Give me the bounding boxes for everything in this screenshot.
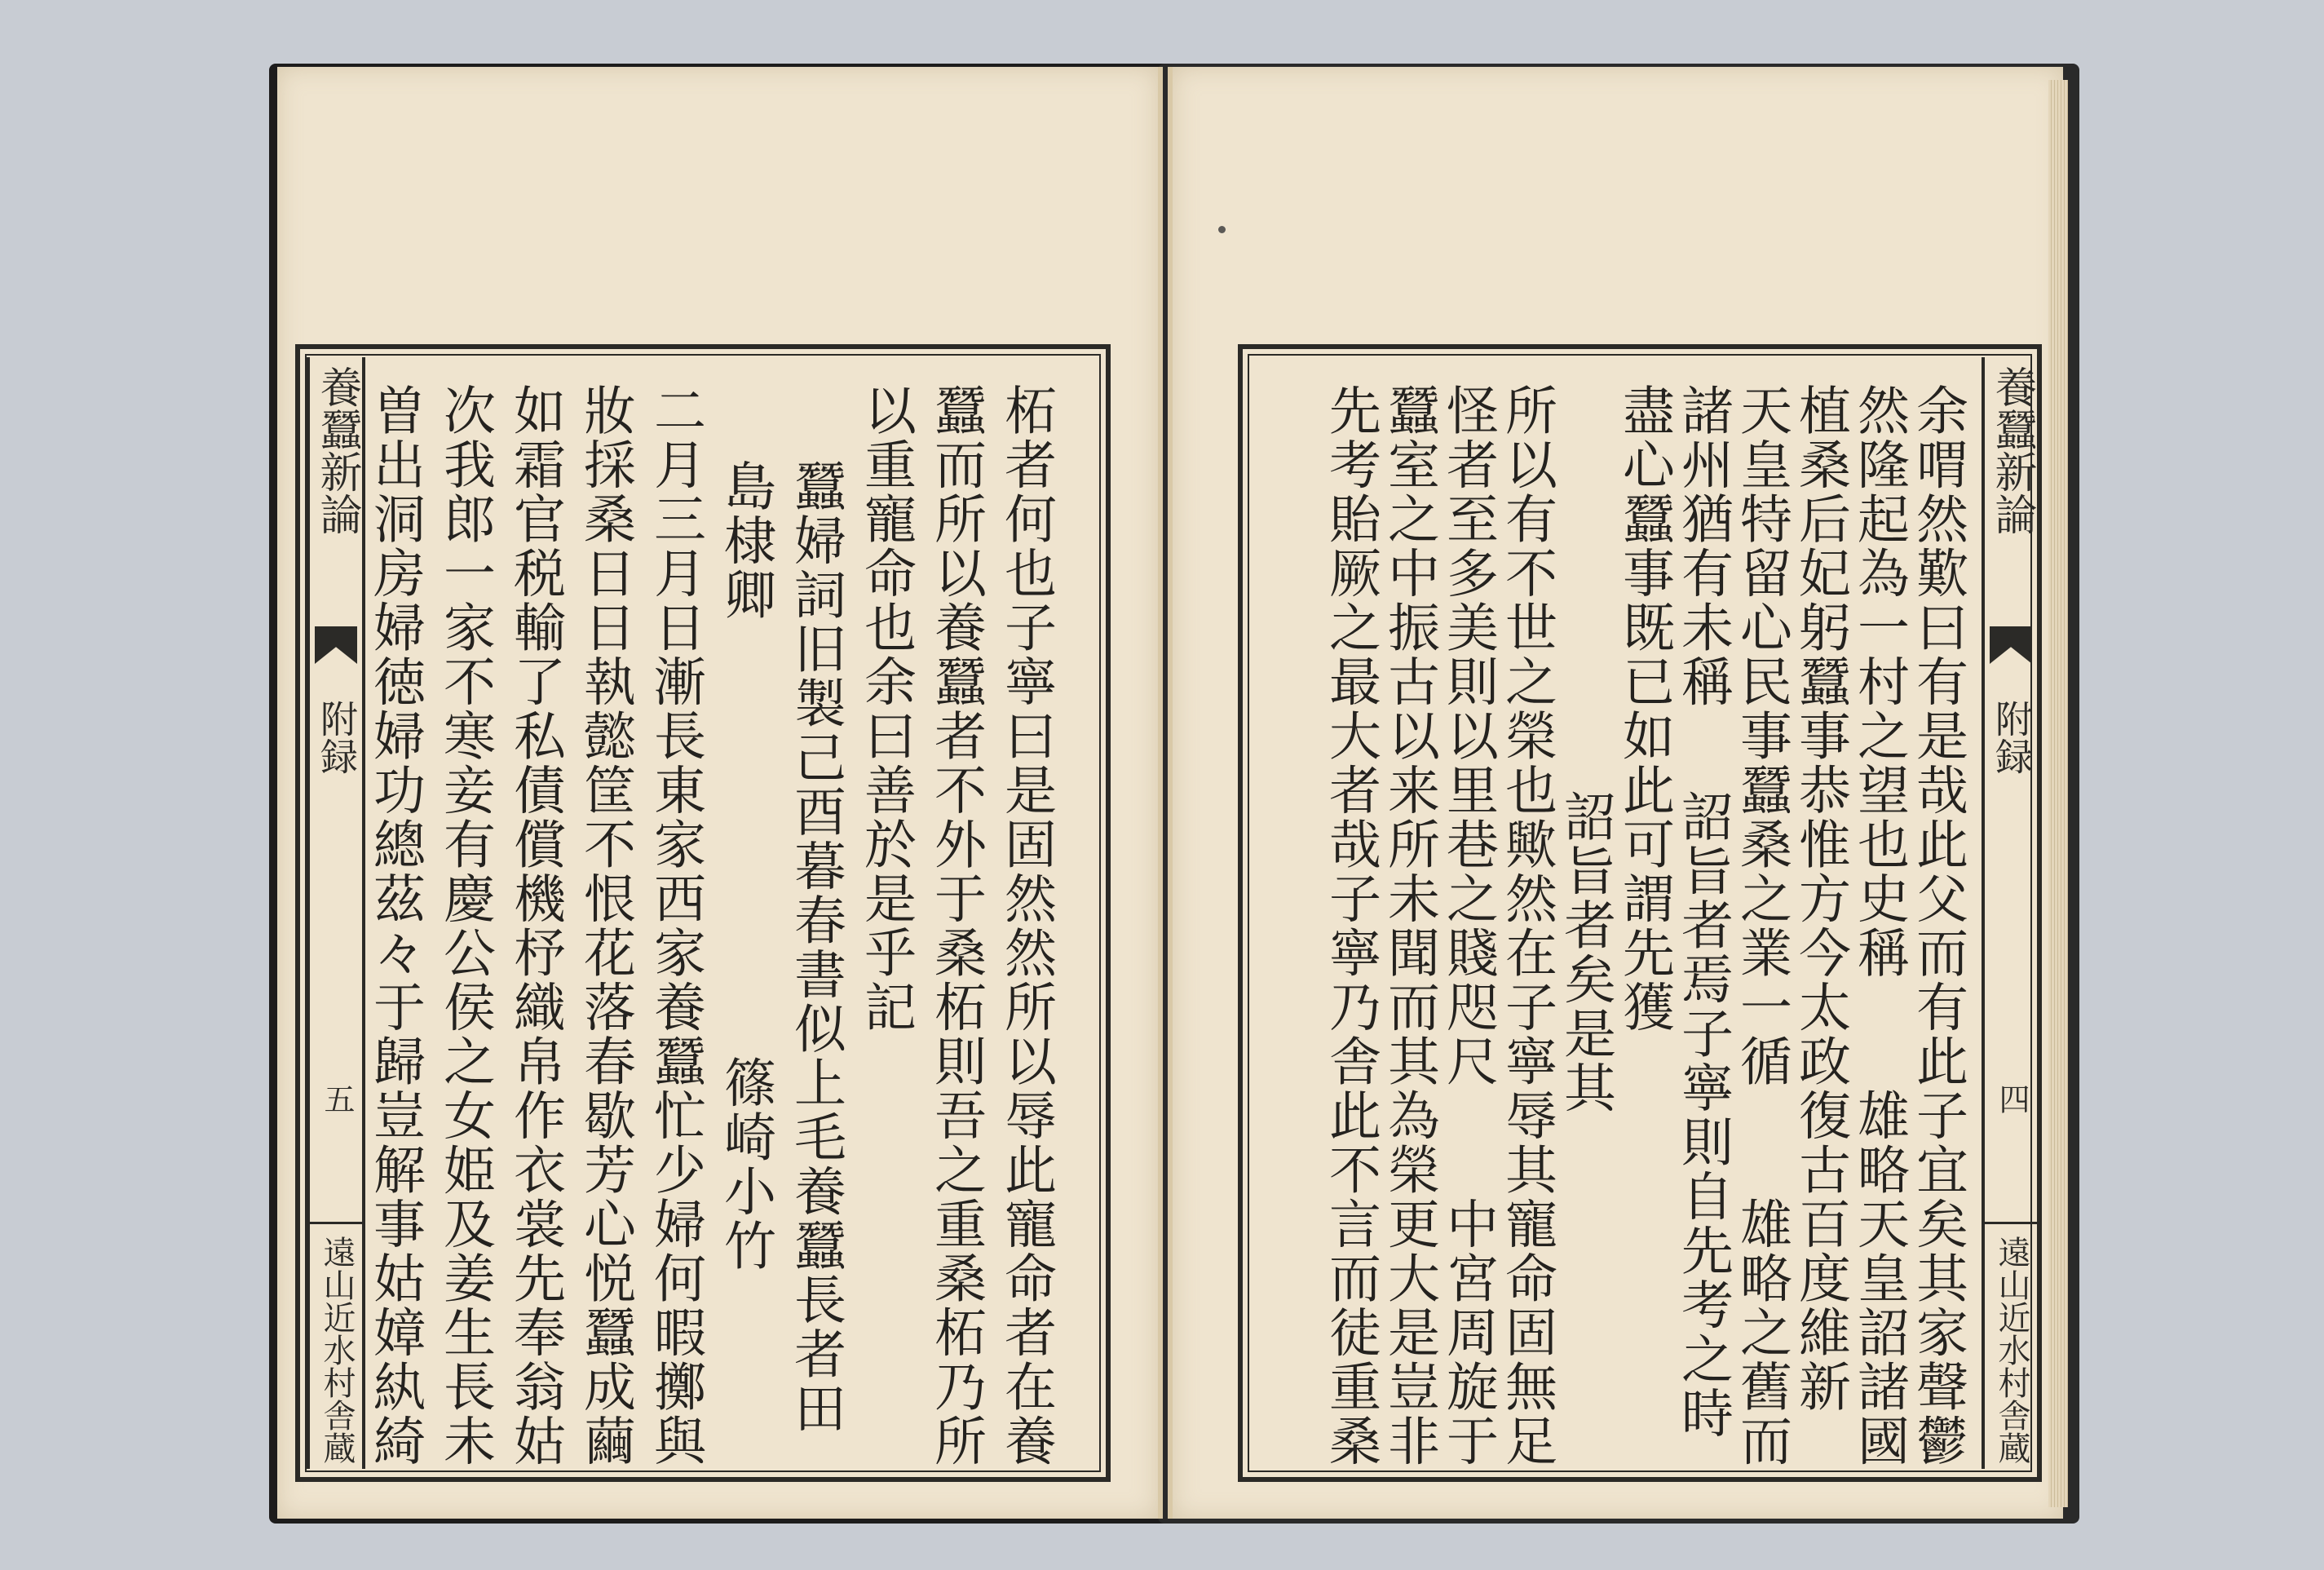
left-page [277, 67, 1163, 1519]
text-column: 盡心蠶事既已如此可謂先獲 [1614, 383, 1674, 1034]
owner-mark: 遠山近水村舎蔵 [1993, 1236, 2030, 1464]
text-column: 蠶室之中振古以来所未聞而其為榮更大是豈非 [1379, 383, 1439, 1468]
right-page [1168, 67, 2063, 1519]
text-column: 詔旨者焉子寧則自先考之時 [1672, 789, 1733, 1440]
text-column: 如霜官税輸了私債償機杼織帛作衣裳先奉翁姑 [505, 383, 565, 1468]
text-column: 曽出洞房婦徳婦功總茲々于歸豈解事姑嫜紈綺 [365, 383, 425, 1468]
left-page-banshin [307, 357, 365, 1469]
page-number: 五 [319, 1083, 355, 1114]
banshin-section: 附録 [1990, 700, 2034, 775]
text-column: 先考貽厥之最大者哉子寧乃舎此不言而徒重桑 [1320, 383, 1381, 1468]
banshin-rule [1985, 1222, 2037, 1224]
banshin-title: 養蠶新論 [312, 365, 361, 535]
text-column: 柘者何也子寧曰是固然然所以辱此寵命者在養 [996, 383, 1056, 1468]
text-column: 二月三月日漸長東家西家養蠶忙少婦何暇擲與 [645, 383, 705, 1468]
text-column: 蠶而所以養蠶者不外于桑柘則吾之重桑柘乃所 [926, 383, 986, 1468]
page-stack-edge [2048, 80, 2068, 1507]
text-column: 所以有不世之榮也歟然在子寧辱其寵命固無足 [1496, 383, 1557, 1468]
text-column: 次我郎一家不寒妾有慶公侯之女姫及姜生長未 [435, 383, 495, 1468]
gyobi-mark [1990, 626, 2032, 664]
text-column: 余喟然歎曰有是哉此父而有此子宜矣其家聲鬱 [1907, 383, 1968, 1468]
banshin-title: 養蠶新論 [1987, 365, 2036, 535]
banshin-section: 附録 [315, 700, 359, 775]
text-column: 蠶婦詞旧製己酉暮春書似上毛養蠶長者田 [785, 459, 846, 1435]
owner-mark: 遠山近水村舎蔵 [318, 1236, 356, 1464]
text-column: 植桑后妃躬蠶事恭惟方今太政復古百度維新 [1790, 383, 1850, 1414]
gyobi-mark [315, 626, 357, 664]
text-column: 妝採桑日日執懿筐不恨花落春歇芳心悦蠶成繭 [575, 383, 635, 1468]
text-column: 然隆起為一村之望也史稱 雄略天皇詔諸國 [1849, 383, 1909, 1468]
banshin-rule [310, 1222, 362, 1224]
text-column: 怪者至多美則以里巷之賤咫尺 中宮周旋于 [1438, 383, 1498, 1468]
text-column: 詔旨者矣是其 [1555, 789, 1615, 1115]
text-column: 天皇特留心民事蠶桑之業一循 雄略之舊而 [1731, 383, 1792, 1468]
page-number: 四 [1994, 1083, 2030, 1114]
right-page-frame [1238, 344, 2042, 1482]
text-column: 島棣卿 篠崎小竹 [715, 459, 775, 1273]
text-column: 諸州猶有未稱 [1672, 383, 1733, 709]
paper-speck [1218, 226, 1226, 233]
text-column: 以重寵命也余曰善於是乎記 [855, 383, 916, 1034]
left-page-frame [295, 344, 1111, 1482]
right-page-banshin [1982, 357, 2040, 1469]
